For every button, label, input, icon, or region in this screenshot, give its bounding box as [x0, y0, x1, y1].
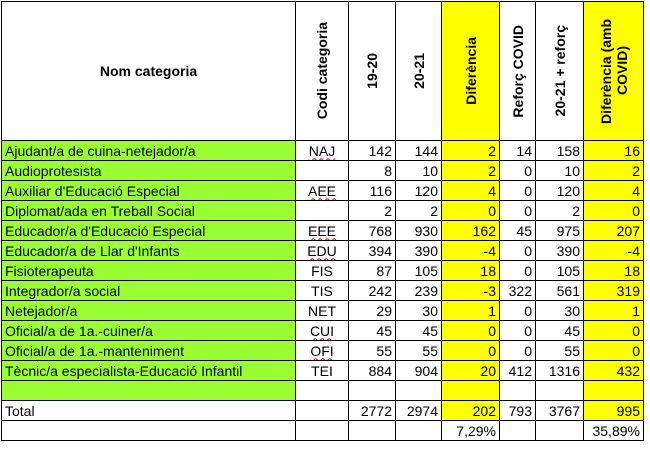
cell-covid[interactable]: 322: [500, 281, 536, 301]
total-y2021[interactable]: 2974: [396, 401, 442, 421]
cell-name[interactable]: Ajudant/a de cuina-netejador/a: [2, 141, 296, 161]
cell-diffcovid[interactable]: 18: [584, 261, 644, 281]
cell-y1920[interactable]: 45: [349, 321, 396, 341]
percent-empty[interactable]: [396, 421, 442, 441]
table-row: [2, 201, 644, 221]
header-code-label: Codi categoria: [314, 22, 330, 120]
cell-y2021[interactable]: 120: [396, 181, 442, 201]
header-diff[interactable]: [442, 2, 500, 141]
cell-y2021[interactable]: 55: [396, 341, 442, 361]
cell-diff[interactable]: 2: [442, 161, 500, 181]
cell-code-text: NAJ: [308, 142, 336, 159]
percent-diff[interactable]: 7,29%: [442, 421, 500, 441]
cell-diff[interactable]: 0: [442, 341, 500, 361]
cell-diff[interactable]: 162: [442, 221, 500, 241]
cell-y1920[interactable]: 29: [349, 301, 396, 321]
percent-row: [2, 421, 644, 441]
table-row: [2, 261, 644, 281]
cell-code-text: EDU: [307, 242, 337, 259]
blank-cell[interactable]: [396, 381, 442, 401]
header-diff-label: Diferència: [462, 37, 479, 105]
cell-code[interactable]: [296, 201, 349, 221]
cell-y1920[interactable]: 55: [349, 341, 396, 361]
header-diffcovid[interactable]: [584, 2, 644, 141]
cell-diffcovid[interactable]: 207: [584, 221, 644, 241]
cell-total[interactable]: 561: [536, 281, 584, 301]
cell-name[interactable]: Auxiliar d'Educació Especial: [2, 181, 296, 201]
cell-name[interactable]: Tècnic/a especialista-Educació Infantil: [2, 361, 296, 381]
cell-covid[interactable]: 14: [500, 141, 536, 161]
total-diffcovid[interactable]: 995: [584, 401, 644, 421]
cell-name[interactable]: Diplomat/ada en Treball Social: [2, 201, 296, 221]
header-y1920[interactable]: [349, 2, 396, 141]
header-y1920-label: 19-20: [364, 53, 380, 89]
cell-diff[interactable]: 0: [442, 201, 500, 221]
cell-diffcovid[interactable]: -4: [584, 241, 644, 261]
cell-diff[interactable]: 2: [442, 141, 500, 161]
total-y2021covid[interactable]: 3767: [536, 401, 584, 421]
total-code[interactable]: [296, 401, 349, 421]
cell-total[interactable]: 1316: [536, 361, 584, 381]
cell-y2021[interactable]: 105: [396, 261, 442, 281]
cell-code[interactable]: [296, 241, 349, 261]
cell-y2021[interactable]: 390: [396, 241, 442, 261]
cell-name[interactable]: Educador/a d'Educació Especial: [2, 221, 296, 241]
blank-cell[interactable]: [2, 381, 296, 401]
table-row: [2, 161, 644, 181]
cell-name[interactable]: Oficial/a de 1a.-cuiner/a: [2, 321, 296, 341]
total-row: [2, 401, 644, 421]
cell-diff[interactable]: -4: [442, 241, 500, 261]
cell-name[interactable]: Audioprotesista: [2, 161, 296, 181]
cell-code[interactable]: [296, 281, 349, 301]
cell-covid[interactable]: 0: [500, 321, 536, 341]
cell-y1920[interactable]: 116: [349, 181, 396, 201]
cell-y2021[interactable]: 930: [396, 221, 442, 241]
cell-diff[interactable]: 1: [442, 301, 500, 321]
cell-code-text: EEE: [307, 222, 336, 239]
table-row: [2, 221, 644, 241]
percent-empty[interactable]: [2, 421, 296, 441]
cell-code[interactable]: [296, 301, 349, 321]
cell-code-text: TIS: [311, 282, 333, 299]
percent-diffcovid[interactable]: 35,89%: [584, 421, 644, 441]
cell-y2021[interactable]: 144: [396, 141, 442, 161]
total-y1920[interactable]: 2772: [349, 401, 396, 421]
cell-diffcovid[interactable]: 0: [584, 341, 644, 361]
table-row: [2, 281, 644, 301]
cell-name[interactable]: Netejador/a: [2, 301, 296, 321]
header-y2021covid-label: 20-21 + reforç: [551, 25, 568, 117]
blank-cell[interactable]: [500, 381, 536, 401]
cell-total[interactable]: 975: [536, 221, 584, 241]
cell-y2021[interactable]: 10: [396, 161, 442, 181]
total-diff[interactable]: 202: [442, 401, 500, 421]
table-row: [2, 141, 644, 161]
percent-empty[interactable]: [500, 421, 536, 441]
cell-code[interactable]: [296, 141, 349, 161]
cell-code[interactable]: [296, 181, 349, 201]
cell-diffcovid[interactable]: 1: [584, 301, 644, 321]
blank-cell[interactable]: [349, 381, 396, 401]
header-code[interactable]: [296, 2, 349, 141]
cell-covid[interactable]: 0: [500, 261, 536, 281]
cell-diffcovid[interactable]: 0: [584, 321, 644, 341]
blank-cell[interactable]: [296, 381, 349, 401]
cell-code-text: AEE: [307, 182, 336, 199]
blank-cell[interactable]: [442, 381, 500, 401]
cell-diffcovid[interactable]: 4: [584, 181, 644, 201]
cell-covid[interactable]: 0: [500, 181, 536, 201]
blank-row: [2, 381, 644, 401]
cell-code-text: OFI: [310, 342, 334, 359]
cell-y2021[interactable]: 30: [396, 301, 442, 321]
cell-covid[interactable]: 0: [500, 341, 536, 361]
cell-y1920[interactable]: 8: [349, 161, 396, 181]
cell-name[interactable]: Fisioterapeuta: [2, 261, 296, 281]
cell-diff[interactable]: 4: [442, 181, 500, 201]
table-row: [2, 321, 644, 341]
header-covid-label: Reforç COVID: [509, 24, 526, 118]
cell-name[interactable]: Oficial/a de 1a.-manteniment: [2, 341, 296, 361]
cell-code[interactable]: [296, 341, 349, 361]
cell-total[interactable]: 30: [536, 301, 584, 321]
cell-covid[interactable]: 0: [500, 301, 536, 321]
cell-y2021[interactable]: 45: [396, 321, 442, 341]
cell-diff[interactable]: 0: [442, 321, 500, 341]
cell-code[interactable]: [296, 361, 349, 381]
cell-code[interactable]: [296, 161, 349, 181]
cell-code-text: FIS: [311, 262, 333, 279]
cell-total[interactable]: 45: [536, 321, 584, 341]
table-row: [2, 341, 644, 361]
cell-y2021[interactable]: 904: [396, 361, 442, 381]
cell-total[interactable]: 105: [536, 261, 584, 281]
cell-y1920[interactable]: 142: [349, 141, 396, 161]
percent-empty[interactable]: [349, 421, 396, 441]
header-y2021-label: 20-21: [410, 53, 427, 89]
table-row: [2, 301, 644, 321]
header-row: [2, 2, 644, 141]
cell-total[interactable]: 120: [536, 181, 584, 201]
cell-total[interactable]: 158: [536, 141, 584, 161]
percent-empty[interactable]: [296, 421, 349, 441]
cell-diff[interactable]: 20: [442, 361, 500, 381]
cell-diffcovid[interactable]: 432: [584, 361, 644, 381]
header-name-label: Nom categoria: [99, 63, 198, 79]
cell-total[interactable]: 2: [536, 201, 584, 221]
cell-diffcovid[interactable]: 0: [584, 201, 644, 221]
cell-diff[interactable]: 18: [442, 261, 500, 281]
blank-cell[interactable]: [536, 381, 584, 401]
cell-name[interactable]: Educador/a de Llar d'Infants: [2, 241, 296, 261]
header-y2021[interactable]: [396, 2, 442, 141]
cell-covid[interactable]: 0: [500, 161, 536, 181]
cell-y2021[interactable]: 239: [396, 281, 442, 301]
cell-total[interactable]: 390: [536, 241, 584, 261]
cell-diffcovid[interactable]: 2: [584, 161, 644, 181]
total-label[interactable]: Total: [2, 401, 296, 421]
cell-y2021[interactable]: 2: [396, 201, 442, 221]
cell-y1920[interactable]: 242: [349, 281, 396, 301]
blank-cell[interactable]: [584, 381, 644, 401]
cell-diffcovid[interactable]: 16: [584, 141, 644, 161]
cell-covid[interactable]: 0: [500, 241, 536, 261]
header-y2021covid[interactable]: [536, 2, 584, 141]
cell-total[interactable]: 55: [536, 341, 584, 361]
cell-y1920[interactable]: 87: [349, 261, 396, 281]
cell-covid[interactable]: 45: [500, 221, 536, 241]
cell-covid[interactable]: 412: [500, 361, 536, 381]
cell-name[interactable]: Integrador/a social: [2, 281, 296, 301]
cell-y1920[interactable]: 2: [349, 201, 396, 221]
header-name[interactable]: [2, 2, 296, 141]
cell-code-text: TEI: [311, 362, 333, 379]
cell-diffcovid[interactable]: 319: [584, 281, 644, 301]
cell-code-text: NET: [308, 302, 336, 319]
percent-empty[interactable]: [536, 421, 584, 441]
cell-covid[interactable]: 0: [500, 201, 536, 221]
header-diffcovid-label: Diferència (amb COVID): [597, 18, 630, 124]
cell-code[interactable]: [296, 261, 349, 281]
cell-diff[interactable]: -3: [442, 281, 500, 301]
cell-code[interactable]: [296, 321, 349, 341]
table-row: [2, 241, 644, 261]
table-row: [2, 361, 644, 381]
spreadsheet-table: [1, 1, 644, 441]
cell-y1920[interactable]: 884: [349, 361, 396, 381]
cell-total[interactable]: 10: [536, 161, 584, 181]
header-covid[interactable]: [500, 2, 536, 141]
cell-y1920[interactable]: 394: [349, 241, 396, 261]
table-row: [2, 181, 644, 201]
cell-code-text: CUI: [309, 322, 335, 339]
cell-y1920[interactable]: 768: [349, 221, 396, 241]
total-covid[interactable]: 793: [500, 401, 536, 421]
cell-code[interactable]: [296, 221, 349, 241]
